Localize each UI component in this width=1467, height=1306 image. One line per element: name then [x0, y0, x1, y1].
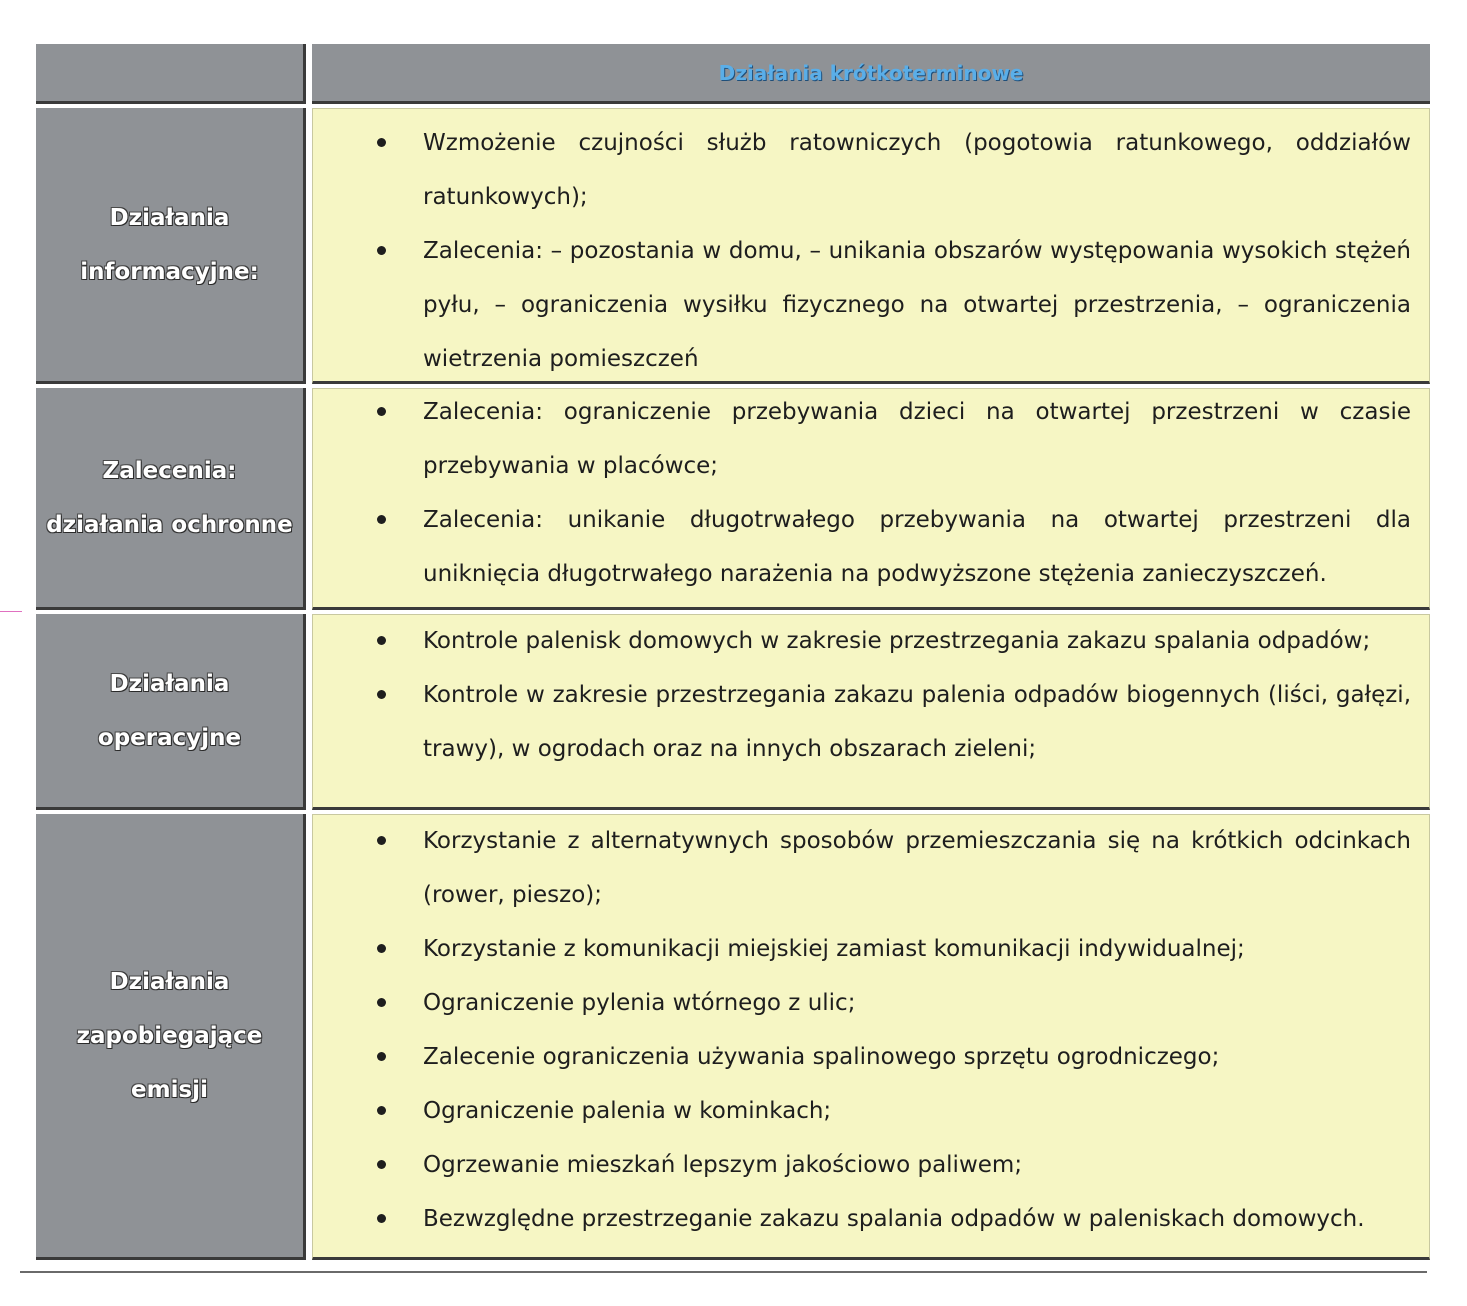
row-label: Działania zapobiegające emisji: [76, 968, 263, 1103]
row-content-cell: [312, 388, 1430, 610]
row-content-cell: [312, 814, 1430, 1260]
bullet-icon: [377, 690, 386, 699]
header-title-cell: [312, 44, 1430, 104]
bullet-icon: [377, 836, 386, 845]
bullet-icon: [377, 998, 386, 1007]
short-term-actions-table: [32, 44, 1434, 1272]
row-label: Działania informacyjne:: [80, 204, 259, 285]
bullet-icon: [377, 246, 386, 255]
list-item: Zalecenie ograniczenia używania spalinowego sprzętu ogrodniczego;: [313, 1030, 1429, 1084]
list-item: Zalecenia: unikanie długotrwałego przebywania na otwartej przestrzeni dla uniknięcia długotrwałego narażenia na podwyższone stężenia zanieczyszczeń.: [313, 493, 1429, 601]
list-item: Zalecenia: ograniczenie przebywania dzieci na otwartej przestrzeni w czasie przebywania w placówce;: [313, 385, 1429, 493]
bullet-list: [313, 614, 1429, 776]
row-label: Zalecenia: działania ochronne: [46, 457, 293, 538]
list-item: Kontrole w zakresie przestrzegania zakazu palenia odpadów biogennych (liści, gałęzi, trawy), w ogrodach oraz na innych obszarach zieleni;: [313, 668, 1429, 776]
table-row: [32, 388, 1434, 610]
row-label-cell: [36, 388, 306, 610]
list-item: Zalecenia: – pozostania w domu, – unikania obszarów występowania wysokich stężeń pyłu, – ograniczenia wysiłku fizycznego na otwartej przestrzenia, – ograniczenia wietrzenia pomieszczeń: [313, 224, 1429, 386]
table-bottom-rule: [20, 1271, 1427, 1273]
list-item: Ograniczenie pylenia wtórnego z ulic;: [313, 976, 1429, 1030]
margin-mark: [0, 611, 22, 612]
list-item: Kontrole palenisk domowych w zakresie przestrzegania zakazu spalania odpadów;: [313, 614, 1429, 668]
list-item: Ogrzewanie mieszkań lepszym jakościowo paliwem;: [313, 1138, 1429, 1192]
bullet-icon: [377, 407, 386, 416]
bullet-icon: [377, 1214, 386, 1223]
bullet-icon: [377, 1052, 386, 1061]
bullet-icon: [377, 636, 386, 645]
row-label-cell: [36, 814, 306, 1260]
bullet-icon: [377, 944, 386, 953]
bullet-icon: [377, 1106, 386, 1115]
list-item: Korzystanie z komunikacji miejskiej zamiast komunikacji indywidualnej;: [313, 922, 1429, 976]
bullet-list: [313, 814, 1429, 1246]
bullet-icon: [377, 1160, 386, 1169]
list-item: Wzmożenie czujności służb ratowniczych (pogotowia ratunkowego, oddziałów ratunkowych);: [313, 116, 1429, 224]
bullet-icon: [377, 138, 386, 147]
row-label: Działania operacyjne: [97, 670, 242, 751]
list-item: Ograniczenie palenia w kominkach;: [313, 1084, 1429, 1138]
bullet-list: [313, 385, 1429, 601]
table-title: Działania krótkoterminowe: [718, 60, 1024, 85]
list-item: Bezwzględne przestrzeganie zakazu spalania odpadów w paleniskach domowych.: [313, 1192, 1429, 1246]
bullet-icon: [377, 515, 386, 524]
table-header-row: [32, 44, 1434, 104]
table-row: [32, 814, 1434, 1260]
row-content-cell: [312, 108, 1430, 384]
row-label-cell: [36, 614, 306, 810]
row-label-cell: [36, 108, 306, 384]
table-row: [32, 108, 1434, 384]
list-item: Korzystanie z alternatywnych sposobów przemieszczania się na krótkich odcinkach (rower, pieszo);: [313, 814, 1429, 922]
row-content-cell: [312, 614, 1430, 810]
header-empty-cell: [36, 44, 306, 104]
table-row: [32, 614, 1434, 810]
bullet-list: [313, 116, 1429, 386]
